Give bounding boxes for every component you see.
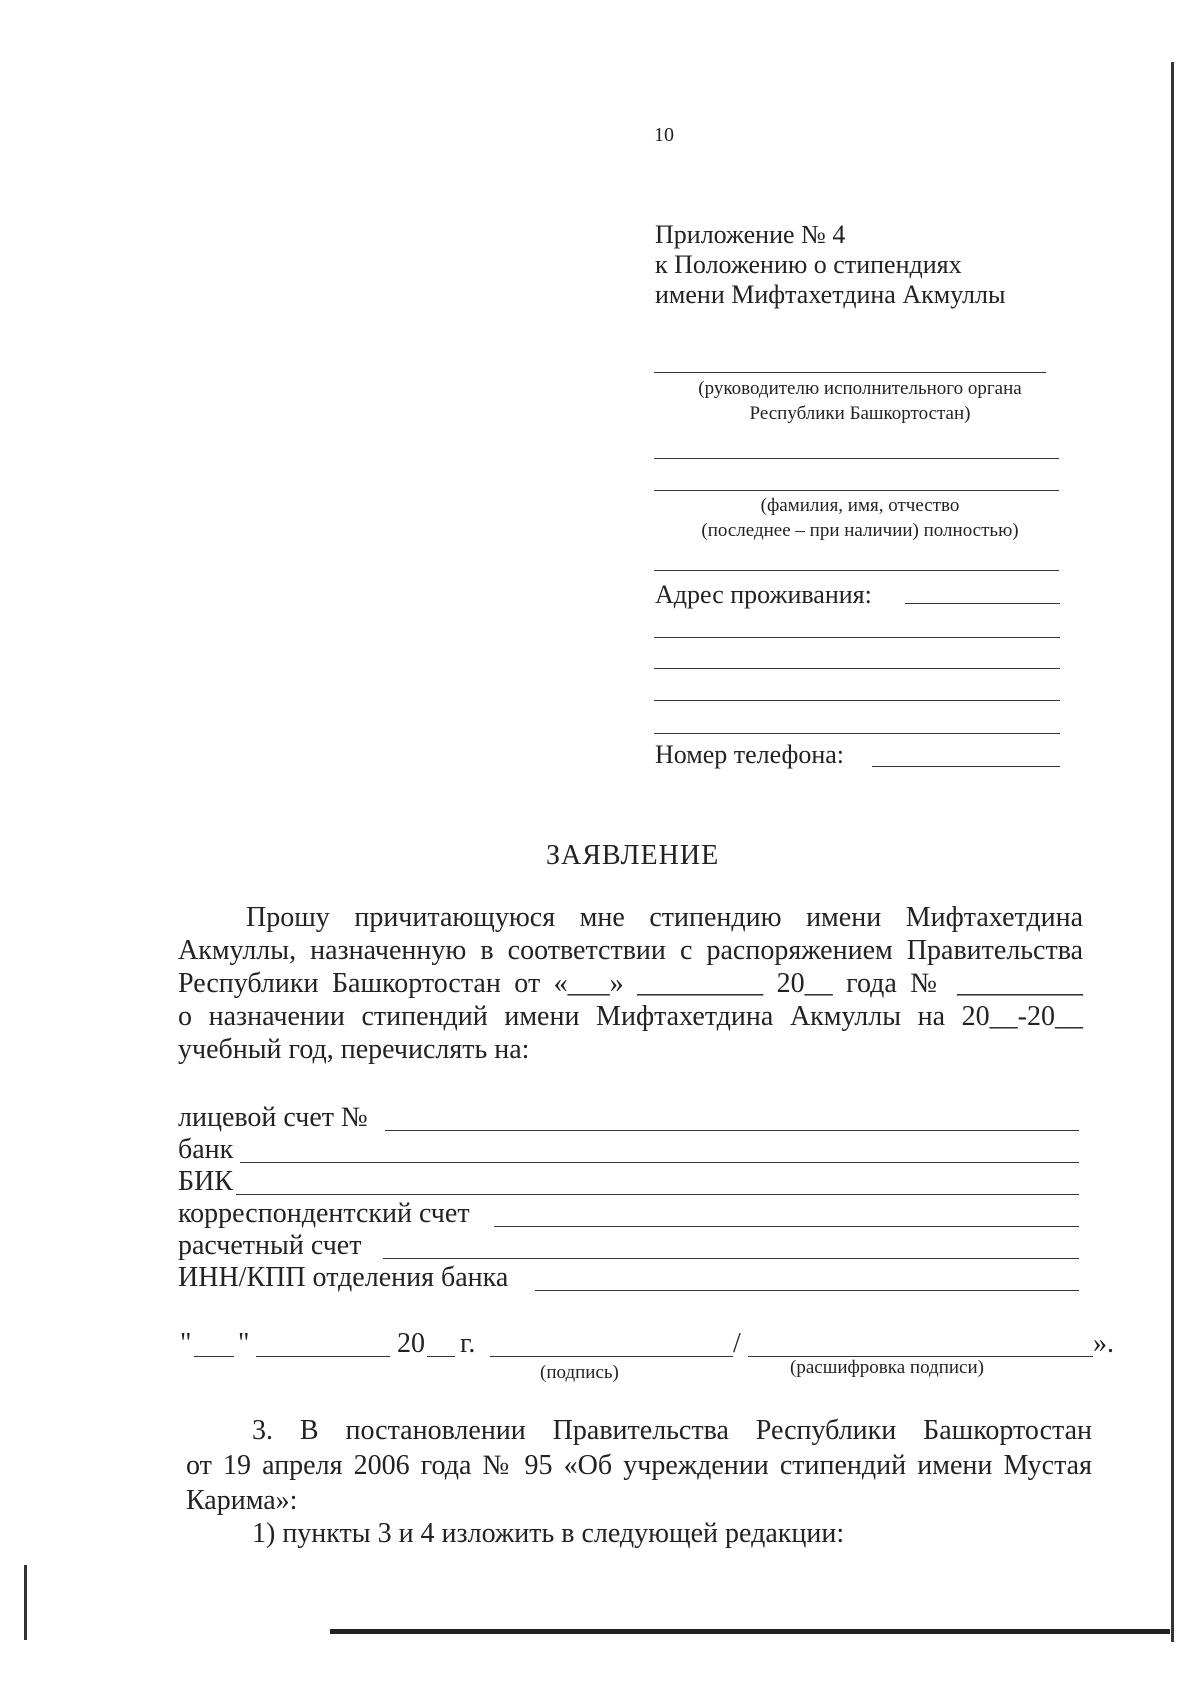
name-caption-1: (фамилия, имя, отчество: [760, 495, 960, 516]
phone-field-line[interactable]: [872, 766, 1060, 767]
bank-field-line-settlement-account[interactable]: [383, 1258, 1079, 1259]
scan-border-right: [1171, 62, 1174, 1642]
request-line-5: учебный год, перечислять на:: [178, 1034, 530, 1065]
document-title: ЗАЯВЛЕНИЕ: [546, 840, 720, 871]
scan-border-bottom: [330, 1629, 1170, 1634]
signature-decoding-caption: (расшифровка подписи): [790, 1357, 984, 1378]
bank-field-label-settlement-account: расчетный счет: [178, 1230, 362, 1261]
address-field-line-3[interactable]: [654, 668, 1060, 669]
bank-field-line-inn-kpp[interactable]: [535, 1290, 1079, 1291]
bank-field-label-corr-account: корреспондентский счет: [178, 1198, 470, 1229]
applicant-field-line-1[interactable]: [654, 458, 1059, 459]
item3-line-3: Карима»:: [186, 1485, 298, 1516]
date-close-quote: ": [238, 1328, 250, 1359]
appendix-line-2: к Положению о стипендиях: [655, 250, 962, 279]
date-month-field[interactable]: [256, 1356, 390, 1357]
phone-label: Номер телефона:: [655, 740, 845, 769]
recipient-field-line[interactable]: [654, 372, 1046, 373]
address-field-line-2[interactable]: [654, 637, 1060, 638]
date-year-suffix: г.: [460, 1328, 476, 1359]
bank-field-label-inn-kpp: ИНН/КПП отделения банка: [178, 1262, 509, 1293]
address-field-line-4[interactable]: [654, 700, 1060, 701]
appendix-line-3: имени Мифтахетдина Акмуллы: [655, 280, 1006, 309]
appendix-line-1: Приложение № 4: [655, 220, 846, 249]
address-label: Адрес проживания:: [655, 580, 872, 609]
name-caption-2: (последнее – при наличии) полностью): [701, 520, 1019, 541]
signature-caption: (подпись): [540, 1362, 619, 1383]
address-field-line-5[interactable]: [654, 733, 1060, 734]
bank-field-line-bank[interactable]: [240, 1162, 1079, 1163]
item3-line-2: от 19 апреля 2006 года № 95 «Об учреждении стипендий имени Мустая: [186, 1450, 1092, 1481]
request-line-2: Акмуллы, назначенную в соответствии с распоряжением Правительства: [178, 935, 1083, 966]
request-line-4: о назначении стипендий имени Мифтахетдина Акмуллы на 20__-20__: [178, 1001, 1083, 1032]
date-year-prefix: 20: [397, 1328, 425, 1359]
address-field-line-1[interactable]: [905, 603, 1060, 604]
bank-field-line-account[interactable]: [385, 1130, 1079, 1131]
request-line-3: Республики Башкортостан от «___» _________ 20__ года № _________: [178, 968, 1083, 999]
page-number: 10: [654, 124, 674, 146]
signature-end: ».: [1093, 1328, 1114, 1359]
date-day-field[interactable]: [194, 1356, 234, 1357]
item3-line-1: 3. В постановлении Правительства Республики Башкортостан: [252, 1415, 1092, 1446]
date-year-field[interactable]: [427, 1356, 455, 1357]
recipient-caption-1: (руководителю исполнительного органа: [698, 378, 1022, 399]
signature-slash: /: [733, 1328, 741, 1359]
date-open-quote: ": [180, 1328, 192, 1359]
bank-field-label-bank: банк: [178, 1134, 234, 1165]
bank-field-line-bik[interactable]: [236, 1194, 1079, 1195]
bank-field-label-account: лицевой счет №: [178, 1102, 368, 1133]
scan-border-left: [24, 1565, 27, 1640]
applicant-field-line-3[interactable]: [654, 570, 1059, 571]
request-line-1: Прошу причитающуюся мне стипендию имени Мифтахетдина: [246, 902, 1083, 933]
signature-field[interactable]: [490, 1356, 733, 1357]
item3-sub-1: 1) пункты 3 и 4 изложить в следующей редакции:: [252, 1518, 845, 1549]
recipient-caption-2: Республики Башкортостан): [749, 403, 971, 424]
applicant-field-line-2[interactable]: [654, 490, 1059, 491]
bank-field-label-bik: БИК: [178, 1166, 233, 1197]
bank-field-line-corr-account[interactable]: [494, 1226, 1079, 1227]
